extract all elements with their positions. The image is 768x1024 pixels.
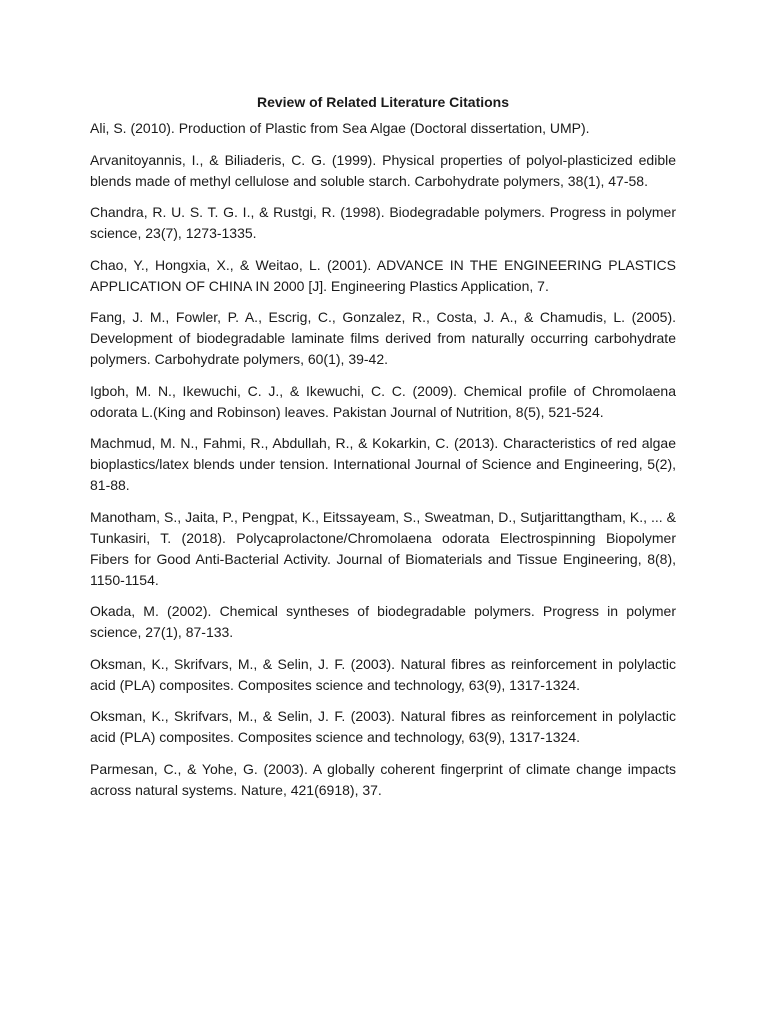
reference-entry: Chao, Y., Hongxia, X., & Weitao, L. (2001). ADVANCE IN THE ENGINEERING PLASTICS APPLICATION OF CHINA IN 2000 [J]. Engineering Plastics Application, 7. [90, 256, 676, 294]
reference-entry: Machmud, M. N., Fahmi, R., Abdullah, R., & Kokarkin, C. (2013). Characteristics of red algae bioplastics/latex blends under tension. International Journal of Science and Engineering, 5(2), 81-88. [90, 435, 676, 493]
reference-entry: Ali, S. (2010). Production of Plastic from Sea Algae (Doctoral dissertation, UMP). [90, 120, 590, 136]
reference-entry: Igboh, M. N., Ikewuchi, C. J., & Ikewuchi, C. C. (2009). Chemical profile of Chromolaena odorata L.(King and Robinson) leaves. Pakistan Journal of Nutrition, 8(5), 521-524. [90, 382, 676, 420]
reference-entry: Chandra, R. U. S. T. G. I., & Rustgi, R. (1998). Biodegradable polymers. Progress in polymer science, 23(7), 1273-1335. [90, 204, 676, 241]
reference-list [90, 118, 676, 801]
document-title: Review of Related Literature Citations [256, 94, 510, 110]
reference-entry: Arvanitoyannis, I., & Biliaderis, C. G. (1999). Physical properties of polyol-plasticized edible blends made of methyl cellulose and soluble starch. Carbohydrate polymers, 38(1), 47-58. [90, 151, 676, 189]
document-page [90, 92, 676, 811]
reference-entry: Parmesan, C., & Yohe, G. (2003). A globally coherent fingerprint of climate change impacts across natural systems. Nature, 421(6918), 37. [90, 760, 676, 798]
reference-entry: Manotham, S., Jaita, P., Pengpat, K., Eitssayeam, S., Sweatman, D., Sutjarittangtham, K., ... & Tunkasiri, T. (2018). Polycaprolactone/Chromolaena odorata Electrospinning Biopolymer Fibers for Good Anti-Bacterial Activity. Journal of Biomaterials and Tissue Engineering, 8(8), 1150-1154. [90, 508, 676, 588]
reference-entry: Fang, J. M., Fowler, P. A., Escrig, C., Gonzalez, R., Costa, J. A., & Chamudis, L. (2005). Development of biodegradable laminate films derived from naturally occurring carbohydrate polymers. Carbohydrate polymers, 60(1), 39-42. [90, 309, 676, 367]
reference-entry: Oksman, K., Skrifvars, M., & Selin, J. F. (2003). Natural fibres as reinforcement in polylactic acid (PLA) composites. Composites science and technology, 63(9), 1317-1324. [90, 708, 676, 745]
reference-entry: Okada, M. (2002). Chemical syntheses of biodegradable polymers. Progress in polymer science, 27(1), 87-133. [90, 603, 676, 640]
reference-entry: Oksman, K., Skrifvars, M., & Selin, J. F. (2003). Natural fibres as reinforcement in polylactic acid (PLA) composites. Composites science and technology, 63(9), 1317-1324. [90, 655, 676, 693]
